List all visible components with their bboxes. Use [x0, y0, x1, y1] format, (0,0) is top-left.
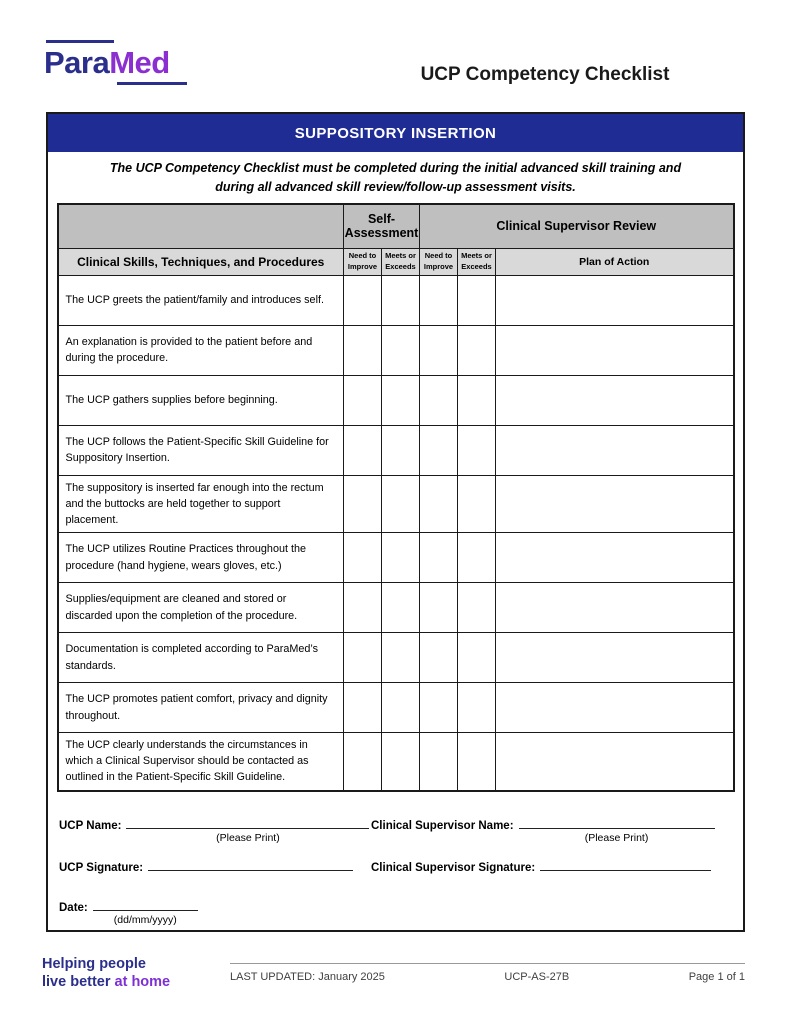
supervisor-name-label: Clinical Supervisor Name:: [371, 819, 514, 832]
ucp-signature-line[interactable]: [148, 858, 353, 871]
supervisor-meets-exceeds-cell[interactable]: [458, 733, 496, 791]
table-row: [58, 633, 734, 683]
empty-group-header-cell: [58, 204, 344, 248]
supervisor-meets-exceeds-cell[interactable]: [458, 683, 496, 733]
plan-of-action-cell[interactable]: [496, 375, 734, 425]
plan-of-action-cell[interactable]: [496, 733, 734, 791]
self-meets-exceeds-cell[interactable]: [382, 683, 420, 733]
skill-cell: The UCP greets the patient/family and introduces self.: [58, 275, 344, 325]
signature-section: [59, 816, 733, 926]
table-row: [58, 583, 734, 633]
date-field: [59, 898, 198, 926]
self-meets-exceeds-cell[interactable]: [382, 475, 420, 533]
supervisor-need-improve-cell[interactable]: [420, 633, 458, 683]
supervisor-meets-exceeds-cell[interactable]: [458, 583, 496, 633]
plan-of-action-cell[interactable]: [496, 325, 734, 375]
supervisor-need-improve-cell[interactable]: [420, 733, 458, 791]
page-title: UCP Competency Checklist: [420, 64, 670, 85]
skill-cell: An explanation is provided to the patient before and during the procedure.: [58, 325, 344, 375]
table-column-header-row: [58, 248, 734, 275]
skills-column-header: Clinical Skills, Techniques, and Procedures: [58, 248, 344, 275]
plan-of-action-cell[interactable]: [496, 533, 734, 583]
supervisor-need-improve-cell[interactable]: [420, 425, 458, 475]
skill-cell: The UCP promotes patient comfort, privacy and dignity throughout.: [58, 683, 344, 733]
skill-cell: The UCP follows the Patient-Specific Skill Guideline for Suppository Insertion.: [58, 425, 344, 475]
table-group-header-row: [58, 204, 734, 248]
ucp-signature-label: UCP Signature:: [59, 861, 144, 874]
self-meets-exceeds-cell[interactable]: [382, 583, 420, 633]
self-need-improve-cell[interactable]: [344, 325, 382, 375]
document-footer: [230, 963, 745, 983]
date-label: Date:: [59, 901, 88, 914]
ucp-name-line[interactable]: [126, 816, 369, 829]
last-updated-text: LAST UPDATED: January 2025: [230, 971, 385, 983]
supervisor-meets-exceeds-cell[interactable]: [458, 425, 496, 475]
page-number: Page 1 of 1: [688, 971, 745, 983]
please-print-note: (Please Print): [216, 831, 280, 844]
tagline-line-2-purple: at home: [114, 974, 171, 990]
document-code: UCP-AS-27B: [504, 971, 570, 983]
clinical-supervisor-review-header: Clinical Supervisor Review: [420, 204, 734, 248]
table-row: [58, 275, 734, 325]
supervisor-meets-or-exceeds-header: Meets or Exceeds: [458, 248, 496, 275]
self-need-improve-cell[interactable]: [344, 633, 382, 683]
self-need-improve-cell[interactable]: [344, 733, 382, 791]
self-meets-or-exceeds-header: Meets or Exceeds: [382, 248, 420, 275]
plan-of-action-header: Plan of Action: [496, 248, 734, 275]
footer-divider: [230, 963, 745, 964]
supervisor-meets-exceeds-cell[interactable]: [458, 475, 496, 533]
supervisor-need-to-improve-header: Need to Improve: [420, 248, 458, 275]
self-need-improve-cell[interactable]: [344, 583, 382, 633]
section-banner: SUPPOSITORY INSERTION: [48, 114, 743, 152]
supervisor-name-field: [371, 816, 715, 844]
self-need-improve-cell[interactable]: [344, 533, 382, 583]
plan-of-action-cell[interactable]: [496, 475, 734, 533]
date-format-note: (dd/mm/yyyy): [113, 913, 177, 926]
table-row: [58, 475, 734, 533]
self-need-to-improve-header: Need to Improve: [344, 248, 382, 275]
supervisor-meets-exceeds-cell[interactable]: [458, 533, 496, 583]
supervisor-meets-exceeds-cell[interactable]: [458, 275, 496, 325]
skill-cell: The UCP utilizes Routine Practices throughout the procedure (hand hygiene, wears gloves, etc.): [58, 533, 344, 583]
intro-line-2: during all advanced skill review/follow-up assessment visits.: [215, 180, 576, 194]
paramed-logo: [44, 40, 187, 85]
skill-cell: The UCP clearly understands the circumstances in which a Clinical Supervisor should be contacted as outlined in the Patient-Specific Skill Guideline.: [58, 733, 344, 791]
supervisor-need-improve-cell[interactable]: [420, 375, 458, 425]
ucp-name-field: [59, 816, 371, 844]
self-assessment-header: Self-Assessment: [344, 204, 420, 248]
plan-of-action-cell[interactable]: [496, 275, 734, 325]
table-row: [58, 325, 734, 375]
self-meets-exceeds-cell[interactable]: [382, 733, 420, 791]
supervisor-meets-exceeds-cell[interactable]: [458, 325, 496, 375]
skill-cell: The UCP gathers supplies before beginning.: [58, 375, 344, 425]
table-row: [58, 375, 734, 425]
supervisor-need-improve-cell[interactable]: [420, 475, 458, 533]
plan-of-action-cell[interactable]: [496, 425, 734, 475]
self-meets-exceeds-cell[interactable]: [382, 425, 420, 475]
self-meets-exceeds-cell[interactable]: [382, 275, 420, 325]
please-print-note: (Please Print): [584, 831, 649, 844]
logo-wordmark: [44, 45, 187, 81]
self-need-improve-cell[interactable]: [344, 475, 382, 533]
self-meets-exceeds-cell[interactable]: [382, 375, 420, 425]
ucp-name-label: UCP Name:: [59, 819, 122, 832]
form-container: [46, 112, 745, 932]
logo-accent-line-bottom: [117, 82, 187, 85]
self-meets-exceeds-cell[interactable]: [382, 325, 420, 375]
date-line[interactable]: [93, 898, 198, 911]
table-row: [58, 733, 734, 791]
supervisor-meets-exceeds-cell[interactable]: [458, 375, 496, 425]
self-meets-exceeds-cell[interactable]: [382, 533, 420, 583]
supervisor-signature-line[interactable]: [540, 858, 711, 871]
self-meets-exceeds-cell[interactable]: [382, 633, 420, 683]
table-row: [58, 425, 734, 475]
logo-text-med: Med: [109, 45, 170, 80]
self-need-improve-cell[interactable]: [344, 683, 382, 733]
tagline-line-2-navy: live better: [42, 974, 115, 990]
supervisor-need-improve-cell[interactable]: [420, 275, 458, 325]
ucp-signature-field: [59, 858, 371, 876]
self-need-improve-cell[interactable]: [344, 375, 382, 425]
supervisor-signature-label: Clinical Supervisor Signature:: [371, 861, 536, 874]
plan-of-action-cell[interactable]: [496, 583, 734, 633]
supervisor-need-improve-cell[interactable]: [420, 683, 458, 733]
intro-text: [62, 159, 729, 197]
competency-table: [57, 203, 735, 792]
logo-accent-line-top: [46, 40, 114, 43]
skill-cell: Supplies/equipment are cleaned and stored or discarded upon the completion of the procedure.: [58, 583, 344, 633]
supervisor-name-line[interactable]: [519, 816, 715, 829]
tagline: [42, 955, 170, 991]
table-row: [58, 683, 734, 733]
self-need-improve-cell[interactable]: [344, 275, 382, 325]
logo-text-para: Para: [44, 45, 110, 80]
supervisor-signature-field: [371, 858, 711, 876]
self-need-improve-cell[interactable]: [344, 425, 382, 475]
supervisor-need-improve-cell[interactable]: [420, 583, 458, 633]
supervisor-need-improve-cell[interactable]: [420, 533, 458, 583]
plan-of-action-cell[interactable]: [496, 633, 734, 683]
skill-cell: The suppository is inserted far enough into the rectum and the buttocks are held together to support placement.: [58, 475, 344, 533]
supervisor-meets-exceeds-cell[interactable]: [458, 633, 496, 683]
intro-line-1: The UCP Competency Checklist must be completed during the initial advanced skill training and: [109, 161, 682, 175]
supervisor-need-improve-cell[interactable]: [420, 325, 458, 375]
plan-of-action-cell[interactable]: [496, 683, 734, 733]
table-row: [58, 533, 734, 583]
skill-cell: Documentation is completed according to ParaMed’s standards.: [58, 633, 344, 683]
tagline-line-1: Helping people: [42, 956, 146, 972]
